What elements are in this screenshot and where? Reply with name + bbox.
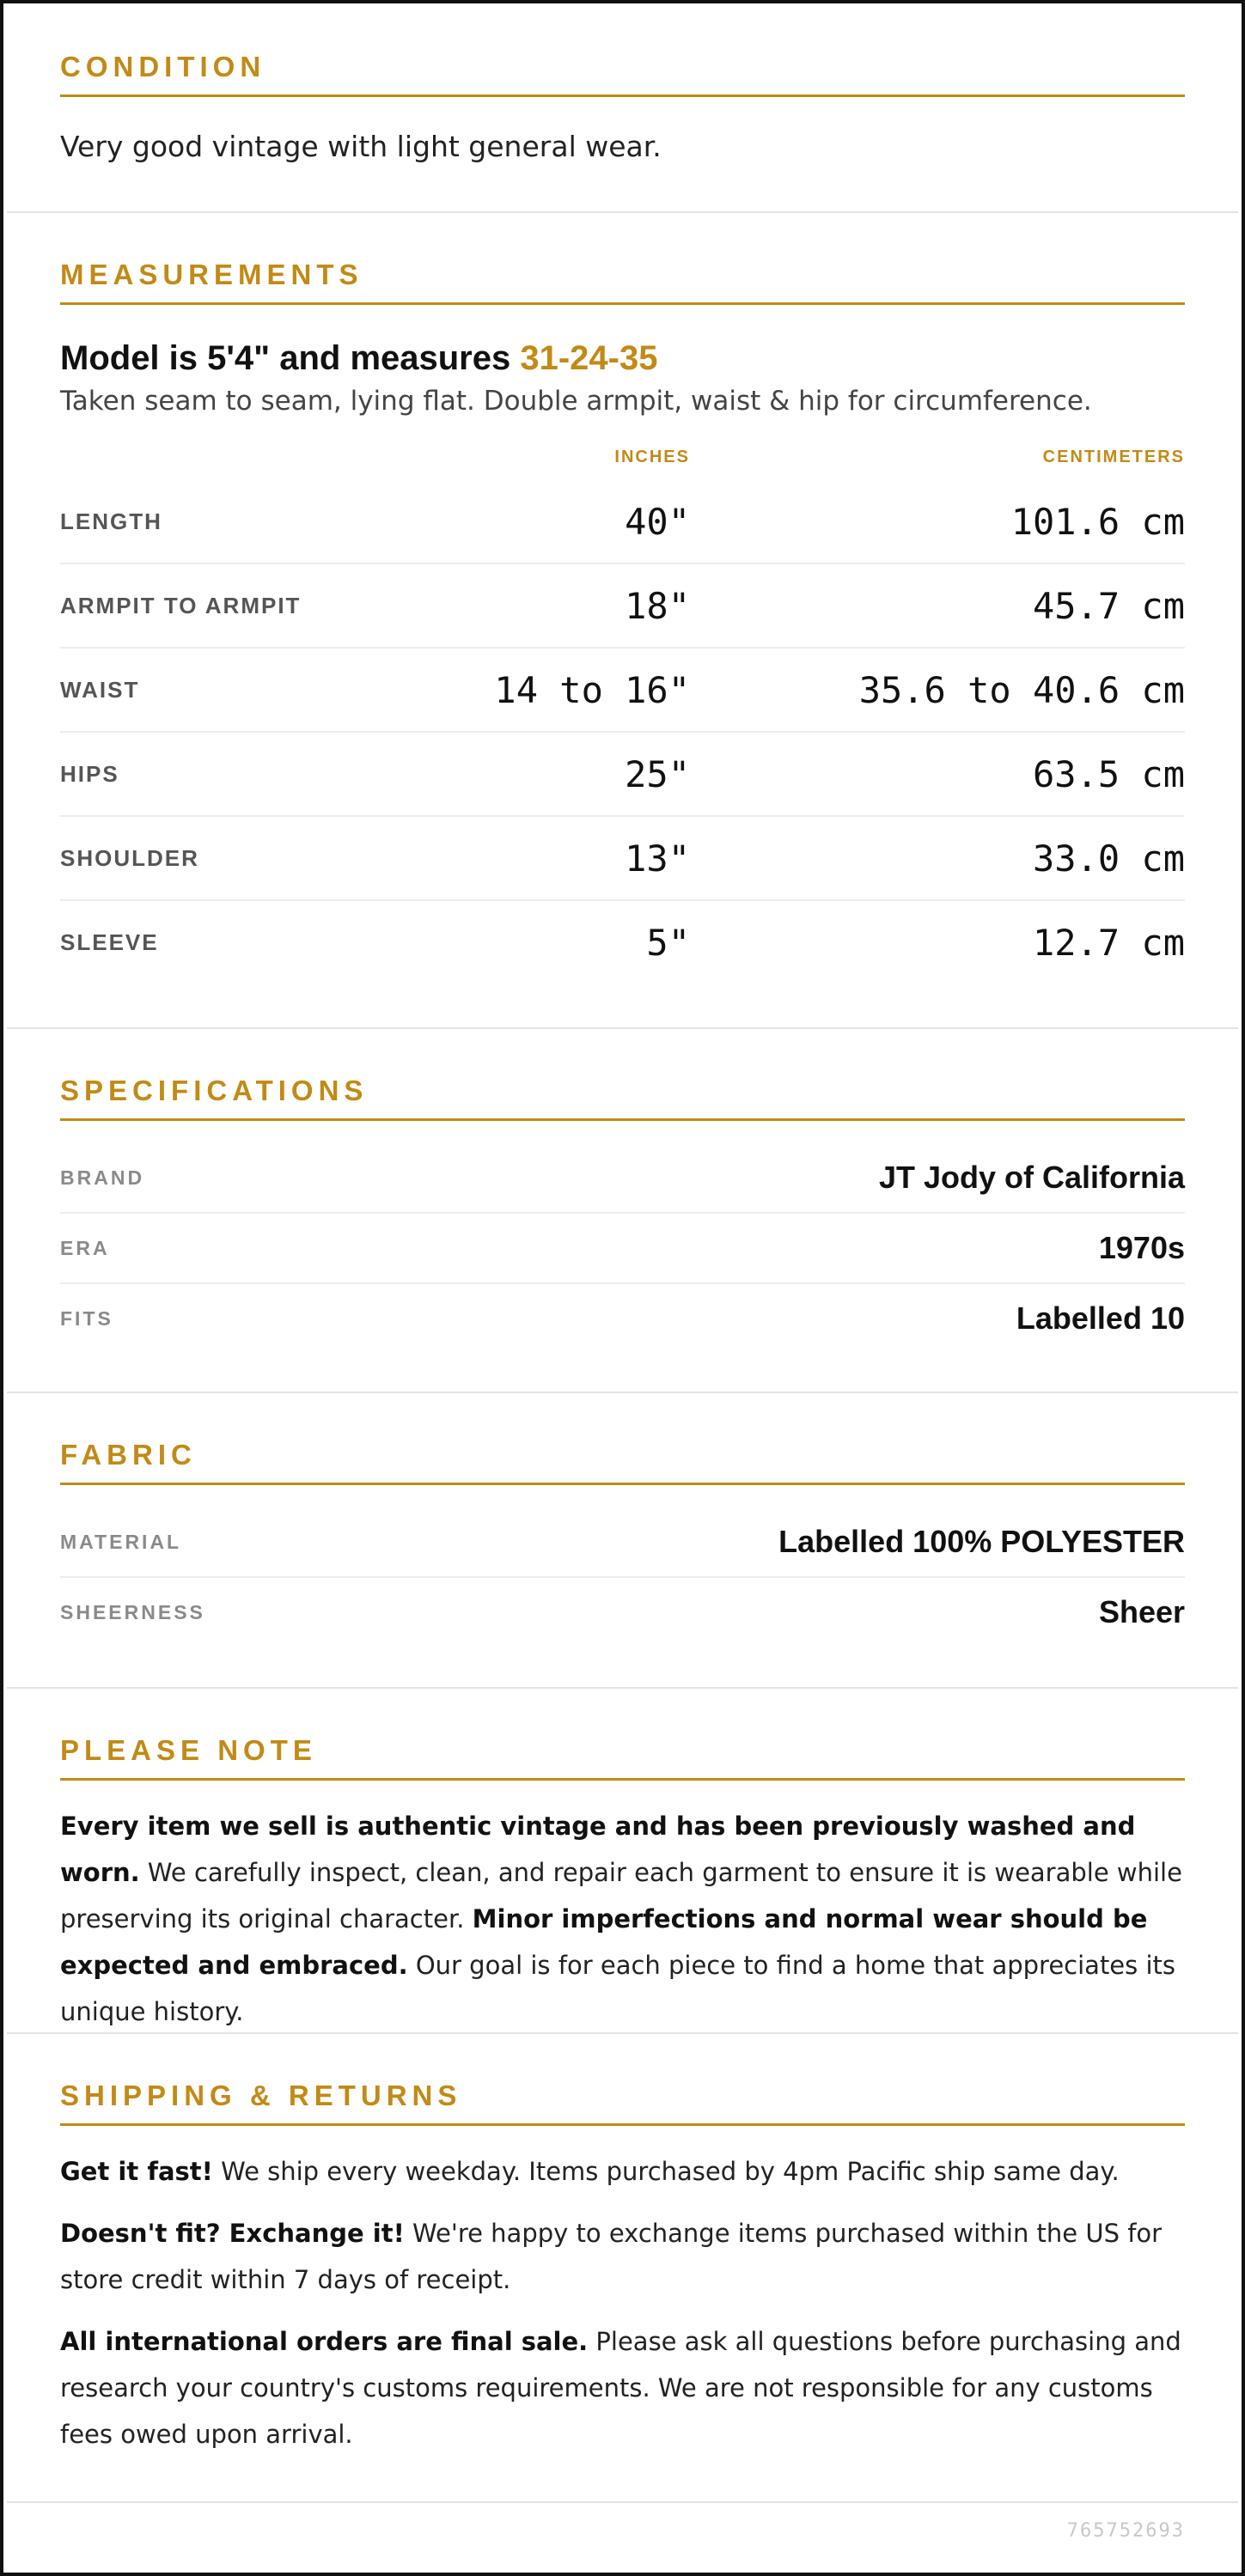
specifications-list bbox=[60, 1143, 1185, 1353]
please-note-text bbox=[60, 1803, 1185, 2035]
measurements-title: MEASUREMENTS bbox=[60, 258, 1185, 305]
value-inches: 13" bbox=[625, 837, 690, 880]
shipping-p3-text: Please ask all questions before purchasing and research your country's customs requirements. We are not responsible for any customs fees owed upon arrival. bbox=[60, 2327, 1181, 2449]
spec-value: JT Jody of California bbox=[878, 1160, 1185, 1195]
fabric-list bbox=[60, 1507, 1185, 1647]
shipping-text bbox=[60, 2148, 1185, 2457]
specifications-title: SPECIFICATIONS bbox=[60, 1074, 1185, 1121]
list-item bbox=[60, 1214, 1185, 1284]
table-row bbox=[60, 480, 1185, 564]
value-cm: 33.0 cm bbox=[1032, 837, 1185, 880]
list-item bbox=[60, 1507, 1185, 1578]
please-note-title: PLEASE NOTE bbox=[60, 1733, 1185, 1781]
value-cm: 12.7 cm bbox=[1032, 921, 1185, 964]
note-text-1: We carefully inspect, clean, and repair each garment to ensure it is wearable while preserving its original character. bbox=[60, 1858, 1182, 1934]
note-text-2: Our goal is for each piece to find a home that appreciates its unique history. bbox=[60, 1951, 1176, 2026]
shipping-p2-text: We're happy to exchange items purchased within the US for store credit within 7 days of receipt. bbox=[60, 2219, 1163, 2294]
model-measures-heading bbox=[60, 338, 1185, 379]
shipping-paragraph bbox=[60, 2148, 1185, 2195]
condition-section bbox=[7, 3, 1238, 213]
value-cm: 101.6 cm bbox=[1010, 500, 1185, 543]
fabric-value: Sheer bbox=[1098, 1594, 1185, 1629]
list-item bbox=[60, 1578, 1185, 1647]
table-row bbox=[60, 733, 1185, 817]
shipping-p1-bold: Get it fast! bbox=[60, 2157, 213, 2186]
reference-number: 765752693 bbox=[1066, 2520, 1185, 2542]
model-prefix: Model is 5'4" and measures bbox=[60, 339, 521, 377]
value-inches: 25" bbox=[625, 752, 690, 795]
shipping-title: SHIPPING & RETURNS bbox=[60, 2079, 1185, 2126]
value-cm: 45.7 cm bbox=[1032, 584, 1185, 627]
condition-text: Very good vintage with light general wear. bbox=[60, 130, 662, 163]
fabric-value: Labelled 100% POLYESTER bbox=[778, 1524, 1185, 1559]
row-label: ARMPIT TO ARMPIT bbox=[60, 592, 302, 618]
measurements-subtitle: Taken seam to seam, lying flat. Double armpit, waist & hip for circumference. bbox=[60, 386, 1092, 417]
shipping-p3-bold: All international orders are final sale. bbox=[60, 2327, 589, 2356]
shipping-section bbox=[7, 2034, 1238, 2503]
shipping-paragraph bbox=[60, 2318, 1185, 2457]
column-header-inches: INCHES bbox=[614, 447, 690, 466]
fabric-title: FABRIC bbox=[60, 1438, 1185, 1485]
measurements-header-row bbox=[60, 434, 1185, 480]
spec-value: Labelled 10 bbox=[1016, 1300, 1185, 1336]
value-inches: 5" bbox=[646, 921, 690, 964]
value-cm: 35.6 to 40.6 cm bbox=[858, 668, 1185, 711]
list-item bbox=[60, 1284, 1185, 1353]
condition-title: CONDITION bbox=[60, 50, 1185, 97]
value-inches: 14 to 16" bbox=[494, 668, 690, 711]
fabric-section bbox=[7, 1393, 1238, 1689]
measurements-section bbox=[7, 213, 1238, 1029]
spec-label: BRAND bbox=[60, 1166, 145, 1189]
value-cm: 63.5 cm bbox=[1032, 752, 1185, 795]
value-inches: 18" bbox=[625, 584, 690, 627]
shipping-p1-text: We ship every weekday. Items purchased by 4pm Pacific ship same day. bbox=[212, 2157, 1120, 2186]
table-row bbox=[60, 564, 1185, 649]
spec-label: ERA bbox=[60, 1236, 110, 1259]
please-note-section bbox=[7, 1689, 1238, 2034]
spec-label: FITS bbox=[60, 1306, 113, 1330]
fabric-label: SHEERNESS bbox=[60, 1600, 205, 1623]
specifications-section bbox=[7, 1029, 1238, 1393]
fabric-label: MATERIAL bbox=[60, 1530, 182, 1553]
measurements-table bbox=[60, 434, 1185, 984]
list-item bbox=[60, 1143, 1185, 1214]
spec-value: 1970s bbox=[1098, 1230, 1185, 1265]
row-label: SLEEVE bbox=[60, 929, 159, 955]
column-header-centimeters: CENTIMETERS bbox=[1042, 447, 1185, 466]
model-measures-value: 31-24-35 bbox=[520, 339, 658, 377]
row-label: WAIST bbox=[60, 676, 140, 703]
note-bold-2: Minor imperfections and normal wear should be expected and embraced. bbox=[60, 1904, 1148, 1980]
row-label: HIPS bbox=[60, 760, 119, 787]
row-label: SHOULDER bbox=[60, 844, 199, 871]
note-bold-1: Every item we sell is authentic vintage and has been previously washed and worn. bbox=[60, 1812, 1136, 1887]
row-label: LENGTH bbox=[60, 508, 162, 534]
table-row bbox=[60, 817, 1185, 901]
shipping-p2-bold: Doesn't fit? Exchange it! bbox=[60, 2219, 405, 2248]
table-row bbox=[60, 901, 1185, 984]
table-row bbox=[60, 649, 1185, 733]
value-inches: 40" bbox=[625, 500, 690, 543]
shipping-paragraph bbox=[60, 2210, 1185, 2303]
